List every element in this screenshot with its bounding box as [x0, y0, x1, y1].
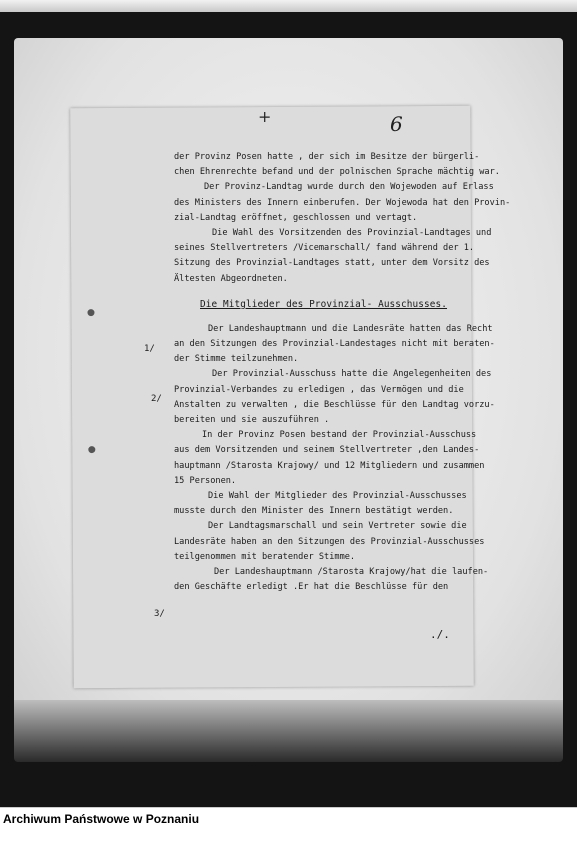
paragraph-gap	[82, 287, 464, 297]
text-line: seines Stellvertreters /Vicemarschall/ fand während der 1.	[174, 243, 475, 254]
text-line: Der Landeshauptmann und die Landesräte hatten das Recht	[208, 323, 493, 334]
text-line: Provinzial-Verbandes zu erledigen , das Vermögen und die	[174, 384, 464, 395]
text-line: Der Provinz-Landtag wurde durch den Wojewoden auf Erlass	[204, 182, 494, 193]
top-border	[0, 0, 577, 12]
text-line: musste durch den Minister des Innern bestätigt werden.	[174, 506, 454, 517]
text-line: Der Provinzial-Ausschuss hatte die Angelegenheiten des	[212, 369, 492, 380]
paragraph-gap	[82, 312, 464, 322]
text-line: teilgenommen mit beratender Stimme.	[174, 551, 356, 562]
text-line: der Provinz Posen hatte , der sich im Besitze der bürgerli-	[174, 152, 480, 162]
text-line: Der Landeshauptmann /Starosta Krajowy/hat die laufen-	[214, 566, 489, 577]
page-number: 6	[390, 112, 403, 136]
text-line: Landesräte haben an den Sitzungen des Provinzial-Ausschusses	[174, 536, 485, 547]
text-line: bereiten und sie auszuführen .	[174, 415, 330, 425]
text-line: den Geschäfte erledigt .Er hat die Beschlüsse für den	[174, 582, 449, 593]
text-line: Der Landtagsmarschall und sein Vertreter sowie die	[208, 521, 467, 532]
text-line: Ältesten Abgeordneten.	[174, 273, 288, 284]
mount-shadow	[14, 700, 563, 762]
text-line: zial-Landtag eröffnet, geschlossen und vertagt.	[174, 212, 418, 223]
text-line: chen Ehrenrechte befand und der polnischen Sprache mächtig war.	[174, 167, 500, 178]
section-heading: Die Mitglieder des Provinzial- Ausschusses.	[200, 298, 448, 310]
document-body	[82, 150, 511, 595]
continuation-mark: ./.	[430, 628, 450, 641]
margin-number-2: 2/	[151, 394, 162, 404]
text-line: an den Sitzungen des Provinzial-Landestages nicht mit beraten-	[174, 339, 495, 350]
margin-number-3: 3/	[154, 609, 165, 619]
text-line: Anstalten zu verwalten , die Beschlüsse für den Landtag vorzu-	[174, 399, 495, 410]
text-line: aus dem Vorsitzenden und seinem Stellvertreter ,den Landes-	[174, 445, 480, 456]
text-line: hauptmann /Starosta Krajowy/ und 12 Mitgliedern und zusammen	[174, 460, 485, 471]
text-line: Sitzung des Provinzial-Landtages statt, unter dem Vorsitz des	[174, 258, 490, 269]
text-line: der Stimme teilzunehmen.	[174, 354, 299, 365]
text-line: Die Wahl der Mitglieder des Provinzial-Ausschusses	[208, 490, 467, 501]
text-line: des Ministers des Innern einberufen. Der Wojewoda hat den Provin-	[174, 197, 511, 208]
margin-number-1: 1/	[144, 344, 155, 354]
text-line: In der Provinz Posen bestand der Provinzial-Ausschuss	[202, 430, 477, 441]
text-line: 15 Personen.	[174, 475, 237, 486]
archive-name: Archiwum Państwowe w Poznaniu	[3, 812, 200, 826]
text-line: Die Wahl des Vorsitzenden des Provinzial-Landtages und	[212, 227, 492, 238]
top-mark: +	[258, 107, 272, 126]
